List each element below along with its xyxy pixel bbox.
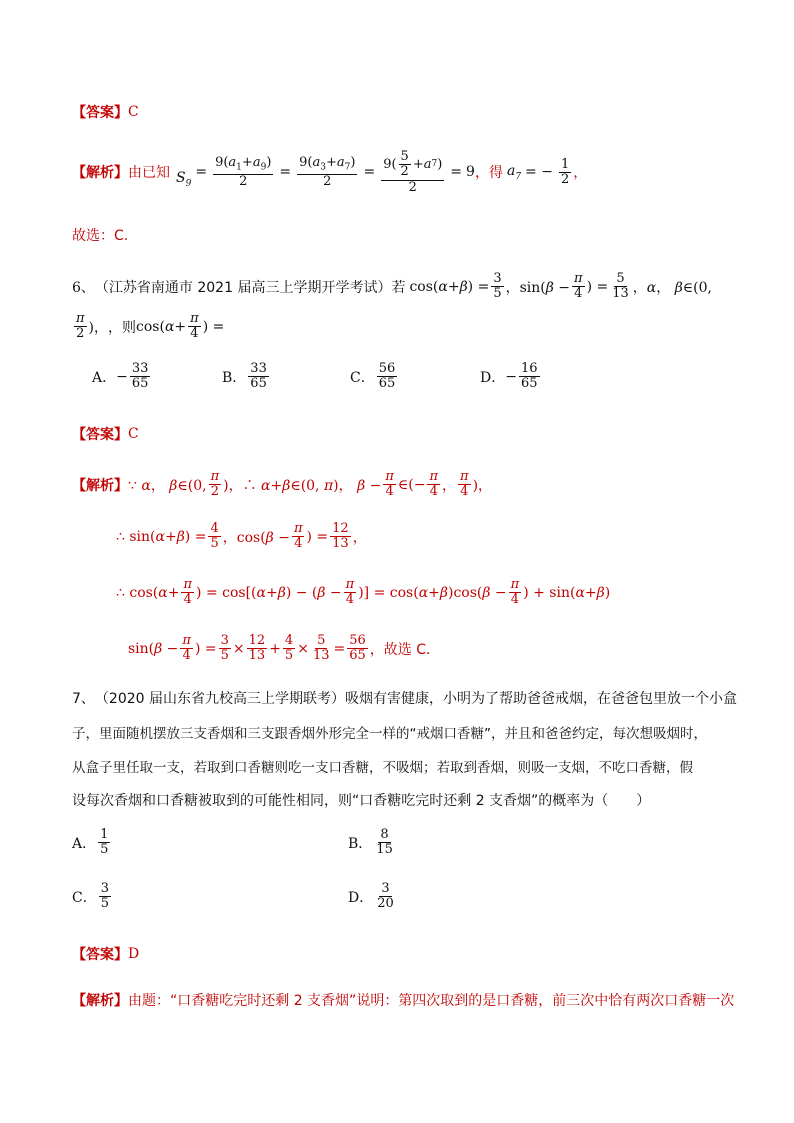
q7-stem-line1 [72, 688, 737, 708]
q6-analysis-line1: 【解析】 ∵ α， β∈(0, $\frac{\pi}{2}$ )，∴ α+β∈(0, π)， β − $\frac{\pi}{4}$ ∈(− $\frac{\pi}{4}$ ， $\frac{\pi}{4}$ )， [72, 469, 493, 500]
q7-stem-line3: 从盒子里任取一支，若取到口香糖则吃一支口香糖，不吸烟；若取到香烟，则吸一支烟，不吃口香糖，假 [72, 760, 693, 776]
option-num: 33 [250, 361, 267, 376]
analysis-label: 【解析】 [72, 477, 128, 494]
question-number: 6、 [72, 279, 95, 296]
option-label: D． [348, 889, 374, 906]
q5-answer [72, 102, 139, 122]
option-label: B． [348, 835, 373, 852]
option-num: 3 [100, 881, 109, 896]
option-den: 20 [377, 896, 394, 912]
stem-end: ，则 [108, 319, 137, 336]
q6-option-d[interactable] [480, 362, 542, 392]
analysis-end: ， [573, 165, 588, 182]
option-den: 65 [520, 376, 538, 392]
math-eq: = [195, 164, 208, 181]
analysis-conclusion: ，故选 C． [369, 641, 440, 658]
option-label: C． [72, 889, 97, 906]
answer-value: D [128, 946, 140, 962]
option-label: D． [480, 369, 506, 386]
stem-start: 若 [391, 279, 406, 296]
q7-option-c[interactable] [72, 882, 113, 912]
q6-answer [72, 424, 139, 444]
option-num: 33 [131, 361, 149, 376]
q6-stem-line1: 6、 （江苏省南通市 2021 届高三上学期开学考试） 若 cos(α+β) = $\frac{3}{5}$ ，sin(β − $\frac{\pi}{4}$ ) = $\frac{5}{13}$ ，α， β∈(0, [72, 271, 712, 302]
q6-analysis-line4: sin(β − $\frac{\pi}{4}$ ) = $\frac{3}{5}$ × $\frac{12}{13}$ + $\frac{4}{5}$ × $\frac{5}{13}$ = $\frac{56}{65}$ ，故选 C． [128, 633, 440, 664]
math-frac: $\frac{9(a_3+a_7)}{2}$ [299, 155, 356, 189]
analysis-text: 由题：“口香糖吃完时还剩 2 支香烟”说明：第四次取到的是口香糖，前三次中恰有两次口香糖一次 [128, 993, 735, 1009]
option-den: 5 [100, 842, 109, 858]
analysis-label: 【解析】 [72, 993, 128, 1009]
q6-option-c[interactable] [350, 362, 399, 392]
option-num: 16 [520, 361, 538, 376]
q6-analysis-line3: ∴ cos(α+ $\frac{\pi}{4}$ ) = cos[(α+β) − (β − $\frac{\pi}{4}$ )] = cos(α+β)cos(β − $\frac{\pi}{4}$ ) + sin(α+β) [116, 577, 611, 608]
q7-stem-line2: 子，里面随机摆放三支香烟和三支跟香烟外形完全一样的“戒烟口香糖”，并且和爸爸约定，每次想吸烟时， [72, 726, 707, 742]
option-num: 3 [381, 881, 390, 896]
answer-value: C [128, 426, 139, 442]
analysis-mid: ，得 [474, 165, 503, 182]
q7-option-a[interactable] [72, 828, 112, 858]
option-den: 65 [250, 376, 267, 392]
q7-option-d[interactable] [348, 882, 398, 912]
math-frac: $\frac{9(a_1+a_9)}{2}$ [215, 155, 272, 189]
option-num: 1 [100, 827, 109, 842]
q6-option-a[interactable] [92, 362, 152, 392]
q5-analysis: 【解析】 由已知 $S_9$ = $\frac{9(a_1+a_9)}{2}$ = $\frac{9(a_3+a_7)}{2}$ = 9( $\frac{5}{2}$ + a 7 ) 2 = 9 ，得 $a_7$ = − $\frac{1}{2}$ ， [72, 149, 588, 195]
option-label: C． [350, 369, 375, 386]
answer-label: 【答案】 [72, 947, 128, 963]
stem-text: 吸烟有害健康，小明为了帮助爸爸戒烟，在爸爸包里放一个小盒 [345, 691, 738, 707]
q6-stem-line2: $\frac{\pi}{2}$ )， ，则 cos(α+ $\frac{\pi}{4}$ ) = [76, 311, 225, 342]
question-number: 7、 [72, 691, 95, 707]
analysis-prefix: 由已知 [128, 165, 170, 182]
analysis-label: 【解析】 [72, 165, 128, 182]
math-frac: 9( $\frac{5}{2}$ + a 7 ) 2 [383, 149, 443, 195]
option-sign: − [116, 368, 128, 385]
question-source: （江苏省南通市 2021 届高三上学期开学考试） [94, 279, 392, 296]
option-sign: − [505, 368, 517, 385]
q6-option-b[interactable] [222, 362, 271, 392]
q7-option-b[interactable] [348, 828, 397, 858]
answer-label: 【答案】 [72, 427, 128, 443]
option-num: 8 [380, 827, 389, 842]
q5-conclusion: 故选：C. [72, 228, 129, 244]
q7-answer [72, 944, 139, 964]
option-den: 5 [100, 896, 109, 912]
q6-analysis-line2: ∴ sin(α+β) = $\frac{4}{5}$ ，cos(β − $\frac{\pi}{4}$ ) = $\frac{12}{13}$ ， [116, 521, 367, 552]
option-num: 56 [378, 361, 396, 376]
q7-analysis [72, 990, 734, 1010]
answer-value: C [128, 104, 139, 120]
option-den: 65 [378, 376, 396, 392]
math-s9: $S_9$ [176, 170, 192, 189]
option-den: 65 [131, 376, 149, 392]
option-label: A． [92, 369, 117, 386]
q7-stem-line4: 设每次香烟和口香糖被取到的可能性相同，则“口香糖吃完时还剩 2 支香烟”的概率为（ ） [72, 793, 651, 809]
option-label: B． [222, 369, 247, 386]
answer-label: 【答案】 [72, 105, 128, 121]
option-label: A． [72, 835, 97, 852]
question-source: （2020 届山东省九校高三上学期联考） [94, 691, 346, 707]
math-frac: $\frac{1}{2}$ [560, 156, 570, 187]
option-den: 15 [376, 842, 393, 858]
